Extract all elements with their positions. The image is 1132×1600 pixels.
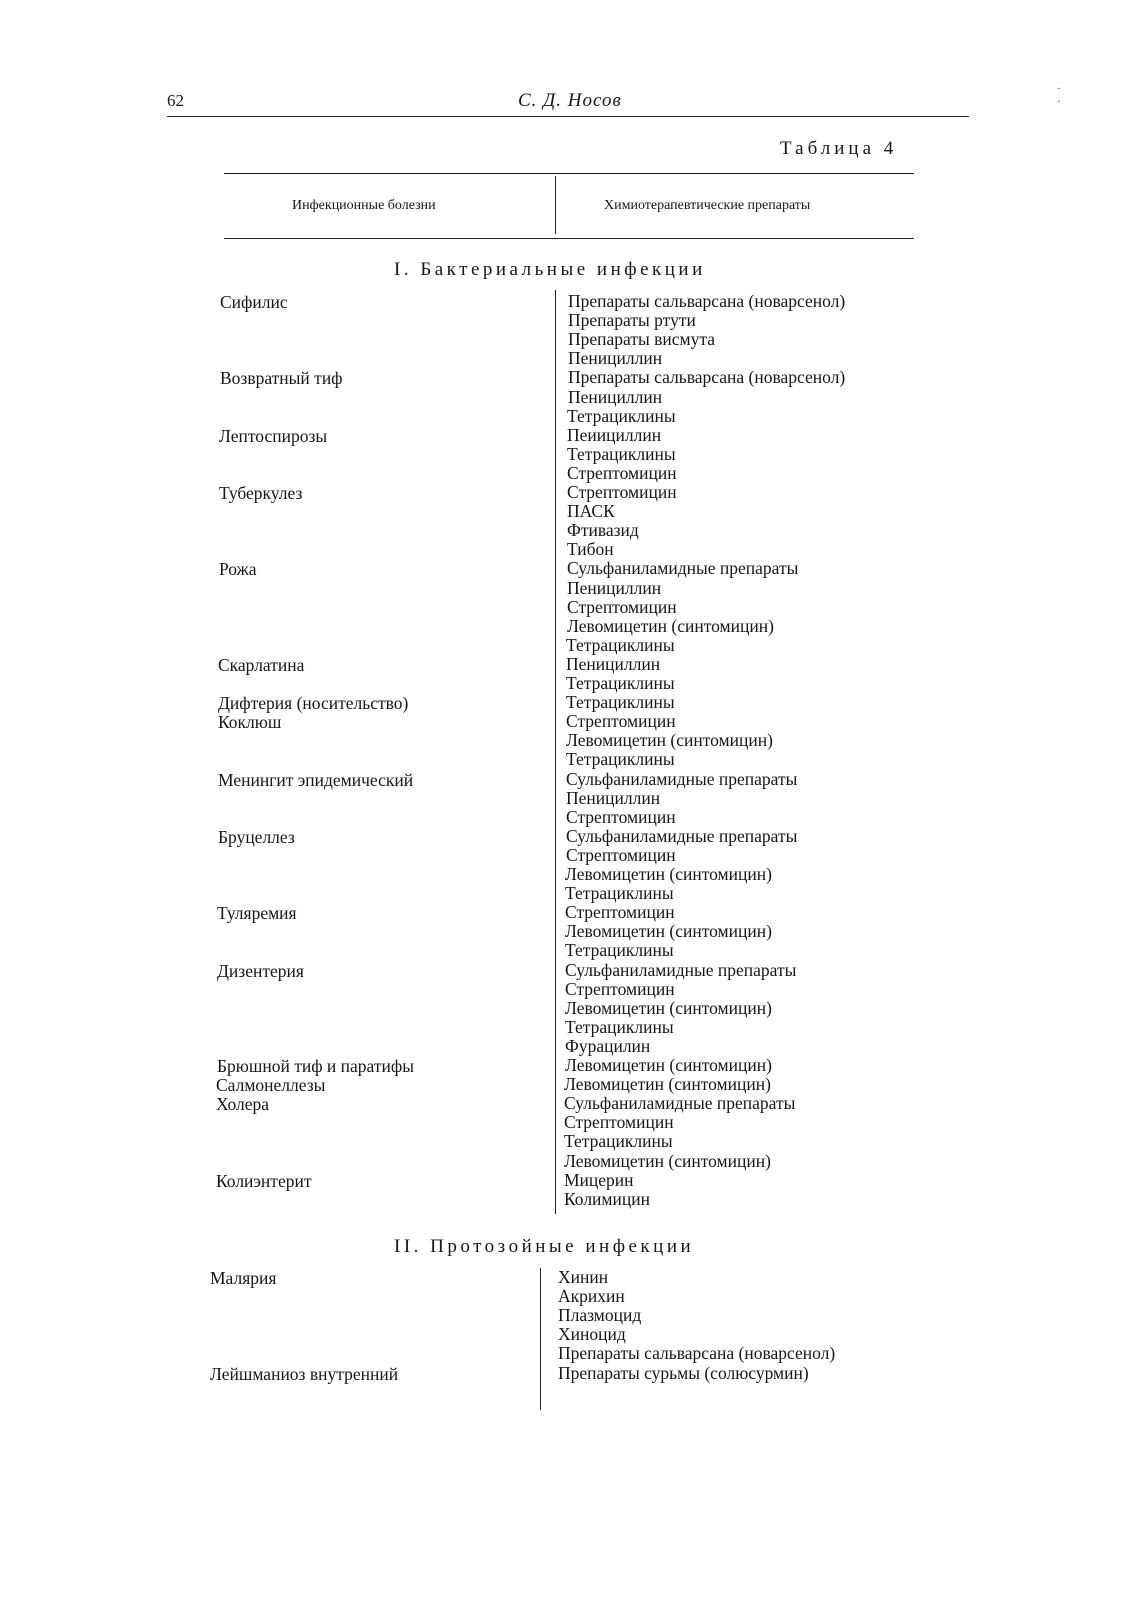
drug-name: Тетрациклины: [566, 749, 675, 770]
drug-name: Сульфаниламидные препараты: [566, 768, 798, 789]
drug-name: Левомицетин (синтомицин): [565, 1055, 772, 1075]
drug-name: Препараты ртути: [568, 310, 696, 331]
header-rule: [167, 116, 969, 117]
drug-name: Левомицетин (синтомицин): [567, 615, 774, 636]
disease-name: Дифтерия (носительство): [218, 693, 409, 714]
drug-name: Стрептомицин: [566, 844, 676, 865]
drug-name: Препараты сурьмы (солюсурмин): [558, 1362, 809, 1383]
column-divider: [540, 1268, 541, 1410]
drug-name: Левомицетин (синтомицин): [564, 1150, 771, 1171]
disease-name: Возвратный тиф: [220, 368, 343, 389]
disease-name: Салмонеллезы: [216, 1075, 326, 1096]
column-header-drugs: Химиотерапевтические препараты: [604, 198, 811, 213]
disease-name: Брюшной тиф и паратифы: [217, 1056, 414, 1076]
drug-name: Стрептомицин: [566, 806, 676, 827]
drug-name: Тетрациклины: [565, 883, 674, 904]
drug-name: Тетрациклины: [567, 405, 676, 426]
disease-name: Бруцеллез: [218, 826, 295, 847]
column-header-diseases: Инфекционные болезни: [292, 198, 436, 213]
section-title: II. Протозойные инфекции: [394, 1236, 695, 1257]
disease-name: Коклюш: [218, 712, 282, 733]
page-number: 62: [167, 91, 184, 110]
drug-name: Тетрациклины: [567, 443, 676, 464]
drug-name: Тетрациклины: [566, 692, 675, 713]
drug-name: Сульфаниламидные препараты: [567, 558, 799, 579]
drug-name: Хинин: [558, 1267, 609, 1287]
disease-name: Туляремия: [217, 903, 297, 924]
disease-name: Рожа: [219, 559, 257, 580]
table-caption: Таблица 4: [780, 138, 898, 159]
running-head: С. Д. Носов: [518, 90, 622, 111]
drug-name: Стрептомицин: [567, 482, 677, 502]
drug-name: Стрептомицин: [565, 978, 675, 999]
drug-name: Стрептомицин: [567, 596, 677, 617]
drug-name: Пенициллин: [566, 653, 661, 674]
table-header-rule: [224, 238, 914, 239]
drug-name: Сульфаниламидные препараты: [566, 825, 798, 846]
table-top-rule: [224, 173, 914, 174]
drug-name: Тетрациклины: [566, 634, 675, 655]
drug-name: Стрептомицин: [564, 1112, 674, 1133]
drug-name: Левомицетин (синтомицин): [564, 1074, 771, 1095]
disease-name: Менингит эпидемический: [218, 769, 414, 790]
drug-name: Левомицетин (синтомицин): [566, 730, 773, 751]
drug-name: Сульфаниламидные препараты: [564, 1093, 796, 1114]
drug-name: ПАСК: [567, 501, 615, 522]
disease-name: Лейшманиоз внутренний: [210, 1363, 399, 1384]
drug-name: Левомицетин (синтомицин): [565, 997, 772, 1018]
section-title: I. Бактериальные инфекции: [394, 259, 706, 280]
drug-name: Сульфаниламидные препараты: [565, 959, 797, 980]
drug-name: Тетрациклины: [565, 1016, 674, 1037]
drug-name: Пенициллин: [568, 386, 663, 407]
margin-mark: · ·: [1057, 81, 1061, 108]
drug-name: Пеиициллин: [567, 424, 662, 445]
drug-name: Фтивазид: [567, 520, 639, 541]
drug-name: Левомицетин (синтомицин): [565, 864, 772, 884]
drug-name: Стрептомицин: [566, 711, 676, 732]
drug-name: Плазмоцид: [558, 1305, 642, 1326]
drug-name: Хиноцид: [558, 1324, 626, 1345]
drug-name: Тетрациклины: [566, 673, 675, 693]
drug-name: Стрептомицин: [567, 462, 677, 483]
disease-name: Туберкулез: [219, 483, 303, 503]
drug-name: Пенициллин: [567, 577, 662, 598]
column-divider: [555, 290, 556, 1214]
drug-name: Колимицин: [564, 1188, 650, 1209]
drug-name: Стрептомицин: [565, 902, 675, 923]
drug-name: Препараты сальварсана (новарсенол): [558, 1343, 836, 1364]
disease-name: Малярия: [210, 1268, 277, 1288]
drug-name: Пенициллин: [568, 348, 663, 369]
column-header-divider: [555, 176, 556, 234]
disease-name: Сифилис: [220, 292, 288, 312]
disease-name: Холера: [216, 1094, 270, 1115]
drug-name: Тетрациклины: [565, 940, 674, 961]
drug-name: Препараты сальварсана (новарсенол): [568, 291, 846, 311]
drug-name: Акрихин: [558, 1286, 625, 1307]
drug-name: Пенициллин: [566, 787, 661, 808]
disease-name: Лептоспирозы: [219, 425, 328, 446]
disease-name: Скарлатина: [218, 654, 305, 675]
drug-name: Тетрациклины: [564, 1131, 673, 1152]
drug-name: Тибон: [567, 539, 614, 560]
disease-name: Дизентерия: [217, 960, 304, 981]
drug-name: Фурацилин: [565, 1035, 651, 1056]
drug-name: Мицерин: [564, 1169, 634, 1190]
drug-name: Левомицетин (синтомицин): [565, 921, 772, 942]
drug-name: Препараты сальварсана (новарсенол): [568, 367, 846, 388]
disease-name: Колиэнтерит: [216, 1170, 312, 1191]
drug-name: Препараты висмута: [568, 329, 715, 350]
